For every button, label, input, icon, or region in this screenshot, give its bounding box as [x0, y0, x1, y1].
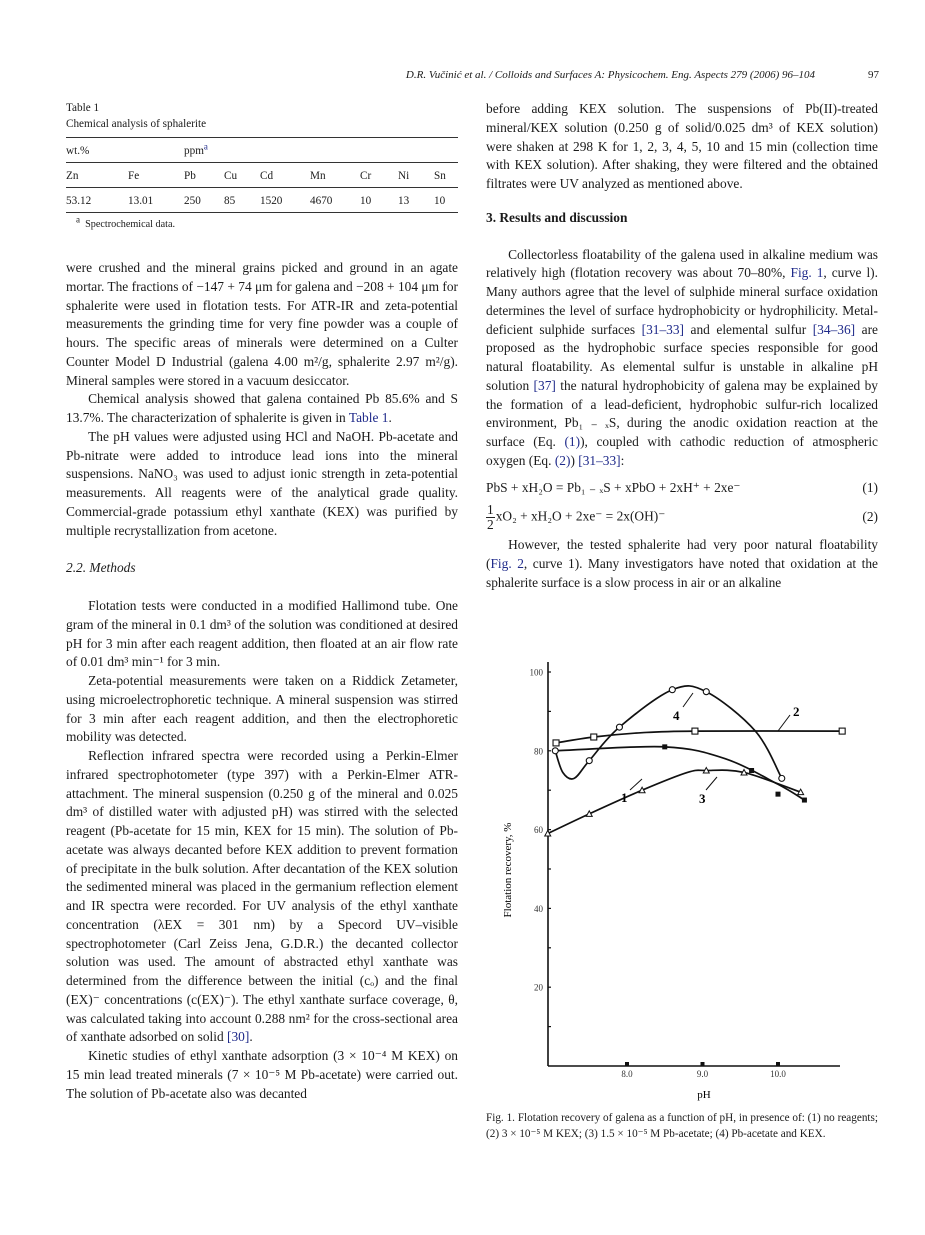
- open-circle-marker: [552, 748, 558, 754]
- col-header: Cd: [260, 163, 310, 188]
- cell: 1520: [260, 188, 310, 213]
- paragraph: Reflection infrared spectra were recorded using a Perkin-Elmer infrared spectrophotometer (type 397) with a Perkin-Elmer ATR-attachment. The mineral suspension (0.250 g of the mineral and 0.025 dm³ of distilled water with adjusted pH) was stirred with the selected reagent (Pb-acetate for 15 min, KEX for 15 min). The solution of Pb-acetate was always decanted before KEX addition to prevent formation of precipitate in the bulk solution. After decantation of the KEX solution the sedimented mineral was placed in the germanium reflection element and IR spectra were recorded. For UV analysis of the ethyl xanthate concentration (λEX = 301 nm) by a Specord UV–visible spectrophotometer (Carl Zeiss Jena, G.D.R.) the decanted collector solution was used. The amount of abstracted ethyl xanthate was determined from the difference between the initial (cₒ) and the final (EX)⁻ concentrations (c(EX)⁻). The ethyl xanthate surface coverage, θ, was calculated taking into account 0.288 nm² for the cross-sectional area of xanthate adsorbed on solid [30].: [66, 748, 458, 1045]
- cell: 4670: [310, 188, 360, 213]
- section-heading-results: 3. Results and discussion: [486, 209, 628, 225]
- paragraph: The pH values were adjusted using HCl and NaOH. Pb-acetate and Pb-nitrate were added to introduce lead ions into the mineral suspensions. NaNO₃ was used to adjust ionic strength in zeta-potential measurements. All reagents were of the analytical grade quality. Commercial-grade potassium ethyl xanthate (KEX) was purified by multiple recrystallization from acetone.: [66, 428, 458, 538]
- curve-label-2: 2: [793, 704, 800, 719]
- cell: 10: [360, 188, 398, 213]
- paragraph: Chemical analysis showed that galena contained Pb 85.6% and S 13.7%. The characterization of sphalerite is given in Table 1.: [66, 391, 458, 425]
- table-label: Table 1: [66, 102, 100, 114]
- open-circle-marker: [669, 687, 675, 693]
- col-header: Pb: [184, 163, 224, 188]
- cell: 85: [224, 188, 260, 213]
- paragraph: Kinetic studies of ethyl xanthate adsorption (3 × 10⁻⁴ M KEX) on 15 min lead treated minerals (7 × 10⁻⁵ M Pb-acetate) were carried out. The solution of Pb-acetate also was decanted: [66, 1048, 458, 1101]
- citation-link[interactable]: Fig. 2: [490, 556, 524, 571]
- equation-number: (2): [862, 509, 878, 525]
- citation-link[interactable]: Fig. 1: [790, 265, 824, 281]
- col-header: Fe: [128, 163, 184, 188]
- cell: 13.01: [128, 188, 184, 213]
- curve-3: [548, 770, 801, 833]
- x-tick-label: 8.0: [621, 1069, 633, 1079]
- open-circle-marker: [616, 724, 622, 730]
- cell: 53.12: [66, 188, 128, 213]
- col-header: Cu: [224, 163, 260, 188]
- figure-1-chart: [486, 655, 878, 1101]
- x-tick-label: 10.0: [770, 1069, 786, 1079]
- table-footnote: $^a$ Spectrochemical data.: [76, 214, 176, 230]
- filled-square-marker: [776, 792, 781, 797]
- paragraph: before adding KEX solution. The suspensions of Pb(II)-treated mineral/KEX solution (0.250 g of solid/0.025 dm³ of KEX solution) were shaken at 298 K for 1, 2, 3, 4, 5, 10 and 15 min (collection time with KEX solution). After shaking, they were filtered and the obtained filtrates were UV analyzed as mentioned above.: [486, 101, 878, 191]
- open-square-marker: [553, 740, 559, 746]
- group-header-wt: wt.%: [66, 138, 128, 163]
- x-axis-label: pH: [697, 1089, 711, 1101]
- curve-4: [555, 686, 782, 779]
- citation-link[interactable]: [31–33]: [641, 321, 685, 337]
- figure-1-caption: Fig. 1. Flotation recovery of galena as a function of pH, in presence of: (1) no reagents; (2) 3 × 10⁻⁵ M KEX; (3) 1.5 × 10⁻⁵ M Pb-acetate; (4) Pb-acetate and KEX.: [486, 1112, 878, 1140]
- curve-1: [555, 747, 804, 800]
- open-circle-marker: [779, 775, 785, 781]
- col-header: Zn: [66, 163, 128, 188]
- paragraph: However, the tested sphalerite had very poor natural floatability (Fig. 2, curve 1). Many investigators have noted that oxidation at the sphalerite surface is a slow process in air or an alkaline: [486, 537, 878, 590]
- filled-square-marker: [802, 798, 807, 803]
- open-square-marker: [692, 728, 698, 734]
- equation-2: [486, 503, 878, 532]
- y-tick-label: 60: [534, 825, 543, 836]
- cell: 10: [434, 188, 458, 213]
- curve-2: [556, 731, 842, 743]
- citation-link[interactable]: (1): [564, 434, 581, 449]
- paragraph: Flotation tests were conducted in a modified Hallimond tube. One gram of the mineral in 0.1 dm³ of the solution was conditioned at desired pH for 3 min after each reagent addition, then floated at an air flow rate of 0.01 dm³ min⁻¹ for 3 min.: [66, 598, 458, 670]
- paragraph: Collectorless floatability of the galena used in alkaline medium was relatively high (flotation recovery was about 70–80%, Fig. 1, curve l). Many authors agree that the level of sulphide mineral surface oxidation determines the level of surface hydrophobicity or hydrophilicity. Metal-deficient sulphide surfaces [31–33] and elemental sulfur [34–36] are proposed as the hydrophobic surface species responsible for good natural floatability. As elemental sulfur is unstable in alkaline pH solution [37] the natural hydrophobicity of galena may be explained by the formation of a lead-deficient, hydrophobic sulfur-rich localized environment, Pb₁ ₋ ₓS, during the anodic oxidation reaction at the surface (Eq. (1)), coupled with cathodic reduction of atmospheric oxygen (Eq. (2)) [31–33]:: [486, 246, 878, 468]
- paragraph: Zeta-potential measurements were taken on a Riddick Zetameter, using microelectrophoretic technique. A mineral suspension was stirred for 3 min after each reagent addition, and then the electrophoretic mobility was detected.: [66, 673, 458, 745]
- paragraph: were crushed and the mineral grains picked and ground in an agate mortar. The fractions of −147 + 74 μm for galena and −208 + 104 μm for sphalerite were used in flotation tests. For ATR-IR and zeta-potential measurements the grinding time for very fine powder was a couple of hours. The specific areas of minerals were determined on a Culter Counter Model D Industrial (galena 4.00 m²/g, sphalerite 2.97 m²/g). Mineral samples were stored in a vacuum desiccator.: [66, 260, 458, 388]
- left-column: [66, 259, 458, 1103]
- table-group-header-row: [66, 138, 458, 163]
- filled-square-marker: [749, 768, 754, 773]
- chart-axes: [530, 662, 841, 1079]
- curve-label-1: 1: [621, 790, 628, 805]
- open-square-marker: [839, 728, 845, 734]
- citation-link[interactable]: (2): [554, 452, 571, 468]
- table-title: Chemical analysis of sphalerite: [66, 118, 207, 130]
- y-tick-label: 20: [534, 982, 543, 993]
- y-axis-label: Flotation recovery, %: [502, 822, 514, 918]
- curve-label-3: 3: [699, 791, 706, 806]
- filled-square-marker: [662, 744, 667, 749]
- equation-body: $\frac{1}{2}$ xO₂ + xH₂O + 2xe⁻ = 2x(OH)⁻: [487, 502, 666, 533]
- col-header: Cr: [360, 163, 398, 188]
- y-tick-label: 40: [534, 903, 543, 914]
- y-tick-label: 100: [529, 667, 543, 678]
- open-square-marker: [591, 734, 597, 740]
- y-tick-label: 80: [534, 746, 543, 757]
- section-heading-methods: 2.2. Methods: [66, 560, 136, 576]
- equation-number: (1): [862, 479, 878, 495]
- cell: 13: [398, 188, 434, 213]
- cell: 250: [184, 188, 224, 213]
- citation-link[interactable]: [31–33]: [578, 452, 621, 468]
- page-number: 97: [868, 69, 879, 81]
- equation-1: [486, 479, 878, 498]
- citation-link[interactable]: [37]: [533, 377, 556, 393]
- group-header-ppm: ppm$^a$: [184, 138, 224, 163]
- table-1-link[interactable]: Table 1: [348, 410, 389, 425]
- open-circle-marker: [586, 758, 592, 764]
- curve-label-4: 4: [673, 708, 680, 723]
- table-row: [66, 188, 458, 213]
- x-tick-label: 9.0: [696, 1069, 709, 1079]
- open-circle-marker: [703, 689, 709, 695]
- chart-curve-labels: [621, 693, 800, 806]
- equation-body: PbS + xH₂O = Pb₁ ₋ ₓS + xPbO + 2xH⁺ + 2xe⁻: [486, 479, 741, 495]
- line-chart: [486, 655, 878, 1101]
- right-column: [486, 100, 878, 593]
- col-header: Mn: [310, 163, 360, 188]
- citation-link[interactable]: [34–36]: [812, 321, 856, 337]
- table-header-row: [66, 163, 458, 188]
- running-title: D.R. Vučinić et al. / Colloids and Surfaces A: Physicochem. Eng. Aspects 279 (2006) 96–104: [405, 69, 815, 81]
- table-1: [66, 100, 458, 230]
- table-grid: [66, 137, 458, 213]
- col-header: Ni: [398, 163, 434, 188]
- ref-30-link[interactable]: [30]: [227, 1029, 250, 1045]
- chart-markers: [545, 687, 845, 836]
- col-header: Sn: [434, 163, 458, 188]
